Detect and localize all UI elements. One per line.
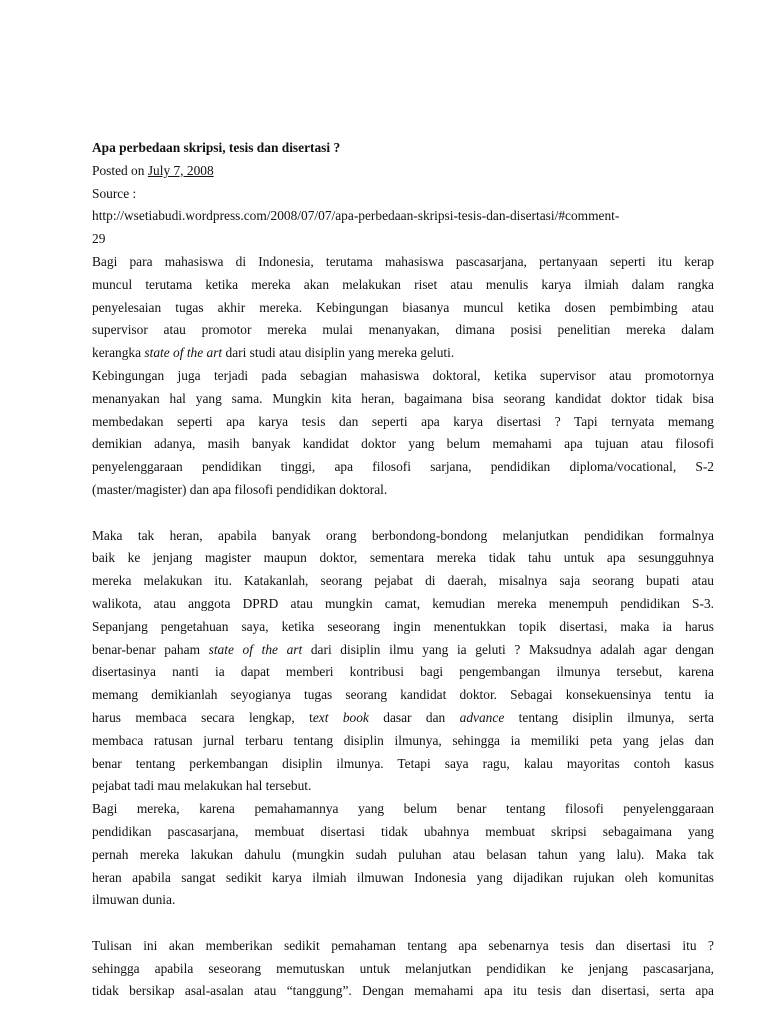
paragraph-3-line <box>92 707 714 730</box>
paragraph-4-line: pendidikan pascasarjana, membuat disertasi tidak ubahnya membuat skripsi sebagaimana yang <box>92 823 714 839</box>
source-label: Source : <box>92 185 137 201</box>
paragraph-3-line: Sepanjang pengetahuan saya, ketika seseorang ingin menentukkan topik disertasi, maka ia harus <box>92 618 714 634</box>
paragraph-3-line: pejabat tadi mau melakukan hal tersebut. <box>92 778 312 794</box>
paragraph-5-line: Tulisan ini akan memberikan sedikit pemahaman tentang apa sebenarnya tesis dan disertasi itu ? <box>92 937 714 953</box>
paragraph-2-line: (master/magister) dan apa filosofi pendidikan doktoral. <box>92 481 388 497</box>
paragraph-2-line: Kebingungan juga terjadi pada sebagian mahasiswa doktoral, ketika supervisor atau promotornya <box>92 367 714 383</box>
paragraph-4-line: pernah mereka lakukan dahulu (mungkin sudah puluhan atau belasan tahun yang lalu). Maka tak <box>92 846 714 862</box>
italic-term: state of the art <box>144 345 223 361</box>
paragraph-5-line: tidak bersikap asal-asalan atau “tanggung”. Dengan memahami apa itu tesis dan disertasi, serta apa <box>92 983 714 999</box>
paragraph-1-line: Bagi para mahasiswa di Indonesia, terutama mahasiswa pascasarjana, pertanyaan seperti itu kerap <box>92 253 714 269</box>
paragraph-1-line: supervisor atau promotor mereka mulai menanyakan, dimana posisi penelitian mereka dalam <box>92 322 714 338</box>
paragraph-2-line: membedakan seperti apa karya tesis dan seperti apa karya disertasi ? Tapi ternyata memang <box>92 413 714 429</box>
source-url-line-2: 29 <box>92 231 106 247</box>
paragraph-3-line: membaca ratusan jurnal terbaru tentang disiplin ilmunya, sehingga ia memiliki peta yang jelas dan <box>92 732 714 748</box>
paragraph-3-line <box>92 639 714 662</box>
posted-prefix: Posted on <box>92 162 148 178</box>
text-run: kerangka <box>92 345 145 361</box>
paragraph-3-line: memang demikianlah seyogianya tugas seorang kandidat doktor. Sebagai konsekuensinya tentu ia <box>92 687 714 703</box>
paragraph-1-line: penyelesaian tugas akhir mereka. Kebingungan biasanya muncul ketika dosen pembimbing atau <box>92 299 714 315</box>
text-run: harus membaca secara lengkap, t <box>92 709 313 725</box>
text-run: dari disiplin ilmu yang ia geluti ? Maksudnya adalah agar dengan <box>302 641 714 657</box>
posted-date-link[interactable]: July 7, 2008 <box>147 162 214 178</box>
paragraph-2-line: demikian adanya, masih banyak kandidat doktor yang belum memahami apa tujuan atau filosofi <box>92 436 714 452</box>
text-run: dari studi atau disiplin yang mereka geluti. <box>222 345 455 361</box>
paragraph-3-line: Maka tak heran, apabila banyak orang berbondong-bondong melanjutkan pendidikan formalnya <box>92 527 714 543</box>
italic-term: advance <box>459 709 505 725</box>
paragraph-gap <box>92 502 714 525</box>
paragraph-2-line: menanyakan hal yang sama. Mungkin kita heran, bagaimana bisa seorang kandidat doktor tidak bisa <box>92 390 714 406</box>
paragraph-gap <box>92 912 714 935</box>
paragraph-4-line: ilmuwan dunia. <box>92 892 176 908</box>
paragraph-3-line: mereka melakukan itu. Katakanlah, seorang pejabat di daerah, misalnya saja seorang bupati atau <box>92 573 714 589</box>
paragraph-4-line: heran apabila sangat sedikit karya ilmiah ilmuwan Indonesia yang dijadikan rujukan oleh komunitas <box>92 869 714 885</box>
text-run: tentang disiplin ilmunya, serta <box>504 709 714 725</box>
italic-term: ext book <box>312 709 369 725</box>
text-run: dasar dan <box>368 709 460 725</box>
paragraph-5-line: sehingga apabila seseorang memutuskan untuk melanjutkan pendidikan ke jenjang pascasarjana, <box>92 960 714 976</box>
paragraph-3-line: benar tentang perkembangan disiplin ilmunya. Tetapi saya ragu, kalau mayoritas contoh kasus <box>92 755 714 771</box>
paragraph-1-line: muncul terutama ketika mereka akan melakukan riset atau menulis karya ilmiah dalam rangka <box>92 276 714 292</box>
paragraph-3-line: disertasinya nanti ia dapat memberi kontribusi bagi pengembangan ilmunya tersebut, karena <box>92 664 714 680</box>
paragraph-2-line: penyelenggaraan pendidikan tinggi, apa filosofi sarjana, pendidikan diploma/vocational, S-2 <box>92 459 714 475</box>
paragraph-3-line: walikota, atau anggota DPRD atau mungkin camat, kemudian mereka menempuh pendidikan S-3. <box>92 595 714 611</box>
article-title: Apa perbedaan skripsi, tesis dan disertasi ? <box>92 140 341 155</box>
source-url-line-1: http://wsetiabudi.wordpress.com/2008/07/07/apa-perbedaan-skripsi-tesis-dan-disertasi/#comment- <box>92 208 620 224</box>
text-run: benar-benar paham <box>92 641 209 657</box>
posted-line <box>92 160 714 183</box>
paragraph-3-line: baik ke jenjang magister maupun doktor, sementara mereka tidak tahu untuk apa sesungguhnya <box>92 550 714 566</box>
italic-term: state of the art <box>208 641 303 657</box>
paragraph-1-last-line <box>92 342 714 365</box>
paragraph-4-line: Bagi mereka, karena pemahamannya yang belum benar tentang filosofi penyelenggaraan <box>92 801 714 817</box>
